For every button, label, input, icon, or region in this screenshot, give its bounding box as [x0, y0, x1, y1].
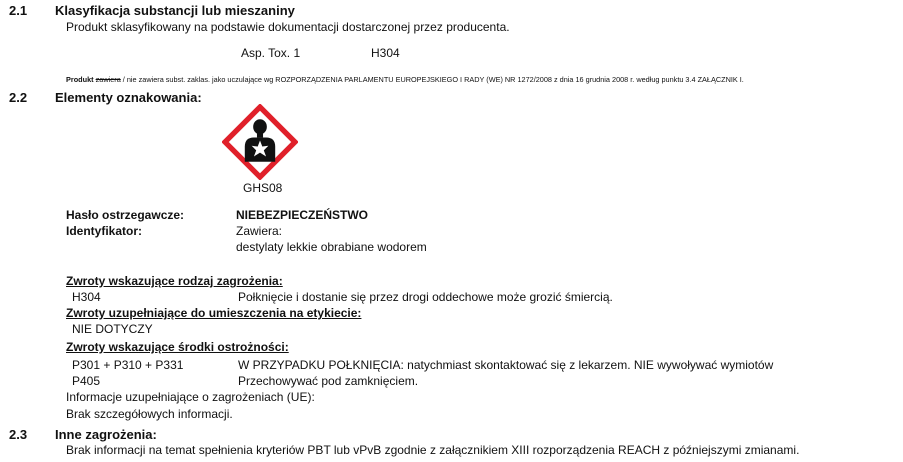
identifier-substance: destylaty lekkie obrabiane wodorem — [236, 240, 427, 254]
hazard-statement-text: Połknięcie i dostanie się przez drogi oddechowe może grozić śmiercią. — [238, 290, 613, 304]
health-hazard-icon — [222, 104, 298, 180]
signal-word-value: NIEBEZPIECZEŃSTWO — [236, 208, 369, 222]
section-title-2-3: Inne zagrożenia: — [55, 427, 157, 442]
sensitizer-note — [66, 75, 744, 84]
section-number-2-3: 2.3 — [9, 427, 28, 442]
section-number-2-1: 2.1 — [9, 3, 28, 18]
section-number-2-2: 2.2 — [9, 90, 28, 105]
precautionary-text: Przechowywać pod zamknięciem. — [238, 374, 419, 388]
pictogram-label: GHS08 — [243, 181, 283, 195]
supplemental-value: NIE DOTYCZY — [72, 322, 153, 336]
identifier-contains: Zawiera: — [236, 224, 283, 238]
classification-intro: Produkt sklasyfikowany na podstawie dokumentacji dostarczonej przez producenta. — [66, 20, 510, 34]
precautionary-code: P405 — [72, 374, 101, 388]
sensitizer-note-rest: / nie zawiera subst. zaklas. jako uczulające wg ROZPORZĄDZENIA PARLAMENTU EUROPEJSKIEGO I RADY (WE) NR 1272/2008 z dnia 16 grudnia 2008 r. według punktu 3.4 ZAŁĄCZNIK I. — [122, 75, 744, 84]
precautionary-heading: Zwroty wskazujące środki ostrożności: — [66, 340, 289, 354]
hazard-code: H304 — [371, 46, 400, 60]
identifier-label: Identyfikator: — [66, 224, 143, 238]
precautionary-code: P301 + P310 + P331 — [72, 358, 184, 372]
section-title-2-1: Klasyfikacja substancji lub mieszaniny — [55, 3, 295, 18]
sensitizer-note-prefix: Produkt — [66, 75, 94, 84]
eu-info-value: Brak szczegółowych informacji. — [66, 407, 233, 421]
hazard-statement-code: H304 — [72, 290, 101, 304]
signal-word-label: Hasło ostrzegawcze: — [66, 208, 185, 222]
eu-info-label: Informacje uzupełniające o zagrożeniach (UE): — [66, 390, 315, 404]
supplemental-heading: Zwroty uzupełniające do umieszczenia na etykiecie: — [66, 306, 362, 320]
classification-code: Asp. Tox. 1 — [241, 46, 301, 60]
other-hazards-text: Brak informacji na temat spełnienia kryteriów PBT lub vPvB zgodnie z załącznikiem XIII rozporządzenia REACH z późniejszymi zmianami. — [66, 443, 800, 457]
precautionary-text: W PRZYPADKU POŁKNIĘCIA: natychmiast skontaktować się z lekarzem. NIE wywoływać wymiotów — [238, 358, 774, 372]
section-title-2-2: Elementy oznakowania: — [55, 90, 202, 105]
sensitizer-note-strike: zawiera — [95, 75, 121, 84]
hazard-statements-heading: Zwroty wskazujące rodzaj zagrożenia: — [66, 274, 283, 288]
